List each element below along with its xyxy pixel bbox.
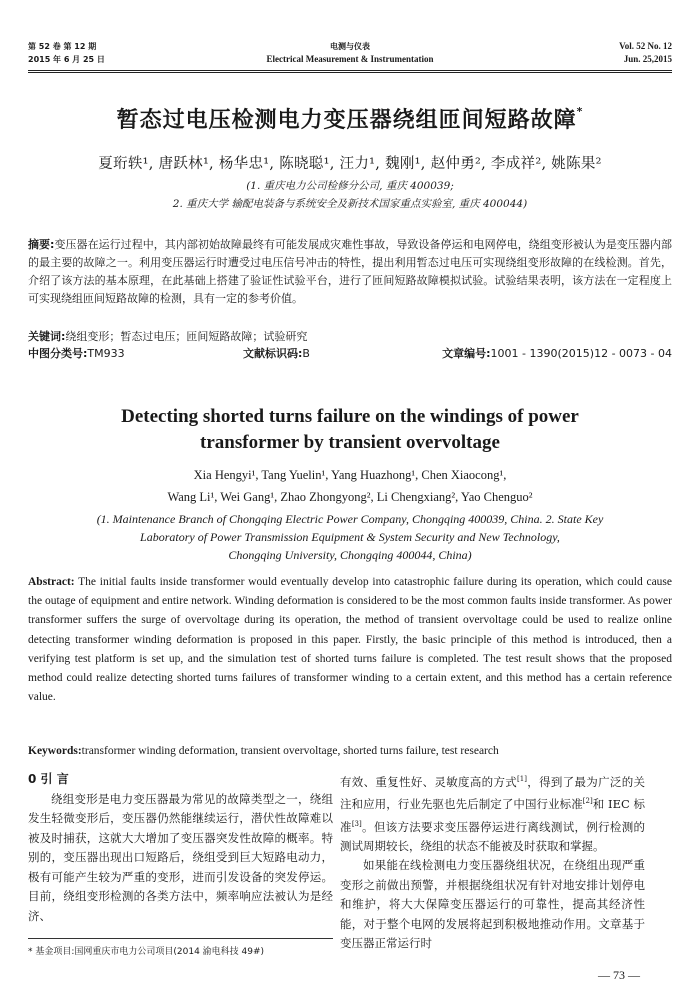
footnote-divider xyxy=(28,938,333,939)
abstract-cn-label: 摘要: xyxy=(28,238,55,251)
authors-en-line2: Wang Li¹, Wei Gang¹, Zhao Zhongyong², Li Chengxiang², Yao Chenguo² xyxy=(167,490,533,504)
citation-ref: [1] xyxy=(517,775,527,783)
paper-title-en-line1: Detecting shorted turns failure on the windings of power xyxy=(121,406,579,427)
body-column-right xyxy=(340,770,645,954)
citation-ref: [2] xyxy=(582,797,593,806)
page-number: — 73 — xyxy=(598,968,640,982)
header-divider xyxy=(28,70,672,71)
journal-name-cn: 电测与仪表 xyxy=(330,42,370,51)
keywords-cn-label: 关键词: xyxy=(28,330,66,343)
paper-title-en xyxy=(60,404,640,456)
paper-title-en-line2: transformer by transient overvoltage xyxy=(200,432,500,453)
authors-cn: 夏珩轶¹, 唐跃林¹, 杨华忠¹, 陈晓聪¹, 汪力¹, 魏刚¹, 赵仲勇², 李成祥², 姚陈果² xyxy=(98,156,602,172)
abstract-en-text: The initial faults inside transformer would eventually develop into catastrophic failure during its operation, which could cause the outage of equipment and entire network. Winding deformation is considered to be the most common faults inside transformer. As power transformer suffers the surge of overvoltage during its operation, the method of transient overvoltage could be used to realize online detecting transformer winding deformation is proposed in this paper. Firstly, the basic principle of this method is introduced, then a verifying test platform is set up, and the simulation test of shorted turns failure is completed. The test result shows that the proposed method could realize detecting shorted turns failures of transformer winding to a certain extent, and this method has a certain reference value. xyxy=(28,576,673,704)
affiliation-en xyxy=(40,510,660,564)
keywords-en-label: Keywords: xyxy=(28,745,82,757)
keywords-en-text: transformer winding deformation, transient overvoltage, shorted turns failure, test research xyxy=(81,745,499,757)
affiliation-en-line2: Laboratory of Power Transmission Equipment & System Security and New Technology, xyxy=(140,530,560,544)
abstract-en xyxy=(28,573,672,707)
citation-ref: [3] xyxy=(351,819,362,828)
body-column-left xyxy=(28,770,333,926)
funding-footnote: * 基金项目:国网重庆市电力公司项目(2014 渝电科技 49#) xyxy=(28,947,265,957)
paper-title-cn-text: 暂态过电压检测电力变压器绕组匝间短路故障 xyxy=(116,108,577,133)
document-code: 文献标识码:B xyxy=(243,347,310,360)
body-paragraph: 如果能在线检测电力变压器绕组状况，在绕组出现严重变形之前做出预警，并根据绕组状况有针对地安排计划停电和维护，将大大保障变压器运行的可靠性，提高其经济性能，对于整个电网的发展将起到积极地推动作用。文章基于变压器正常运行时 xyxy=(340,858,645,951)
journal-name xyxy=(28,40,672,66)
authors-en xyxy=(40,464,660,508)
article-number: 文章编号:1001 - 1390(2015)12 - 0073 - 04 xyxy=(442,347,672,360)
abstract-cn xyxy=(28,236,672,308)
keywords-en xyxy=(28,745,672,757)
clc-number: 中图分类号:TM933 xyxy=(28,347,125,360)
funding-mark: * xyxy=(576,105,584,118)
authors-en-line1: Xia Hengyi¹, Tang Yuelin¹, Yang Huazhong¹, Chen Xiaocong¹, xyxy=(193,468,507,482)
section-heading-introduction: 0 引 言 xyxy=(28,772,69,786)
issue-date: 2015 年 6 月 25 日 xyxy=(28,55,105,64)
volume-issue: 第 52 卷 第 12 期 xyxy=(28,42,97,51)
abstract-en-label: Abstract: xyxy=(28,576,75,588)
body-paragraph: 绕组变形是电力变压器最为常见的故障类型之一，绕组发生轻微变形后，变压器仍然能继续运行，潜伏性故障难以被及时捕获，这就大大增加了变压器突发性故障的概率。特别的，变压器出现出口短路后，绕组受到巨大短路电动力，极有可能产生较为严重的变形，进而引发设备的突发停运。目前，绕组变形检测的各类方法中，频率响应法被认为是经济、 xyxy=(28,791,333,923)
running-header xyxy=(28,40,672,70)
paper-title-cn xyxy=(0,103,700,134)
journal-name-en: Electrical Measurement & Instrumentation xyxy=(266,54,434,64)
affiliation-en-line1: (1. Maintenance Branch of Chongqing Electric Power Company, Chongqing 400039, China. 2. State Key xyxy=(96,512,604,526)
affiliation-cn-2: 2. 重庆大学 输配电装备与系统安全及新技术国家重点实验室, 重庆 400044) xyxy=(172,198,528,210)
body-paragraph: 有效、重复性好、灵敏度高的方式[1]，得到了最为广泛的关注和应用，行业先驱也先后制定了中国行业标准[2]和 IEC 标准[3]。但该方法要求变压器停运进行离线测试，例行检测的测试周期较长，绕组的状态不能被及时获取和掌握。 xyxy=(340,774,646,853)
classification-row xyxy=(28,345,672,361)
issue-date-en: Jun. 25,2015 xyxy=(623,54,672,64)
keywords-cn xyxy=(28,328,672,344)
header-divider-thin xyxy=(28,72,672,73)
abstract-cn-text: 变压器在运行过程中，其内部初始故障最终有可能发展成灾难性事故，导致设备停运和电网停电，绕组变形被认为是变压器内部的最主要的故障之一。利用变压器运行时遭受过电压信号冲击的特性，提出利用暂态过电压可实现绕组变形故障的在线检测。首先，介绍了该方法的基本原理，在此基础上搭建了验证性试验平台，进行了匝间短路故障模拟试验。试验结果表明，该方法在一定程度上可实现绕组匝间短路故障的检测，具有一定的参考价值。 xyxy=(28,238,673,305)
keywords-cn-text: 绕组变形；暂态过电压；匝间短路故障；试验研究 xyxy=(65,330,308,343)
issue-info-en xyxy=(619,40,672,66)
volume-issue-en: Vol. 52 No. 12 xyxy=(619,41,672,51)
affiliation-cn-1: (1. 重庆电力公司检修分公司, 重庆 400039; xyxy=(246,180,454,192)
affiliation-en-line3: Chongqing University, Chongqing 400044, China) xyxy=(228,548,472,562)
